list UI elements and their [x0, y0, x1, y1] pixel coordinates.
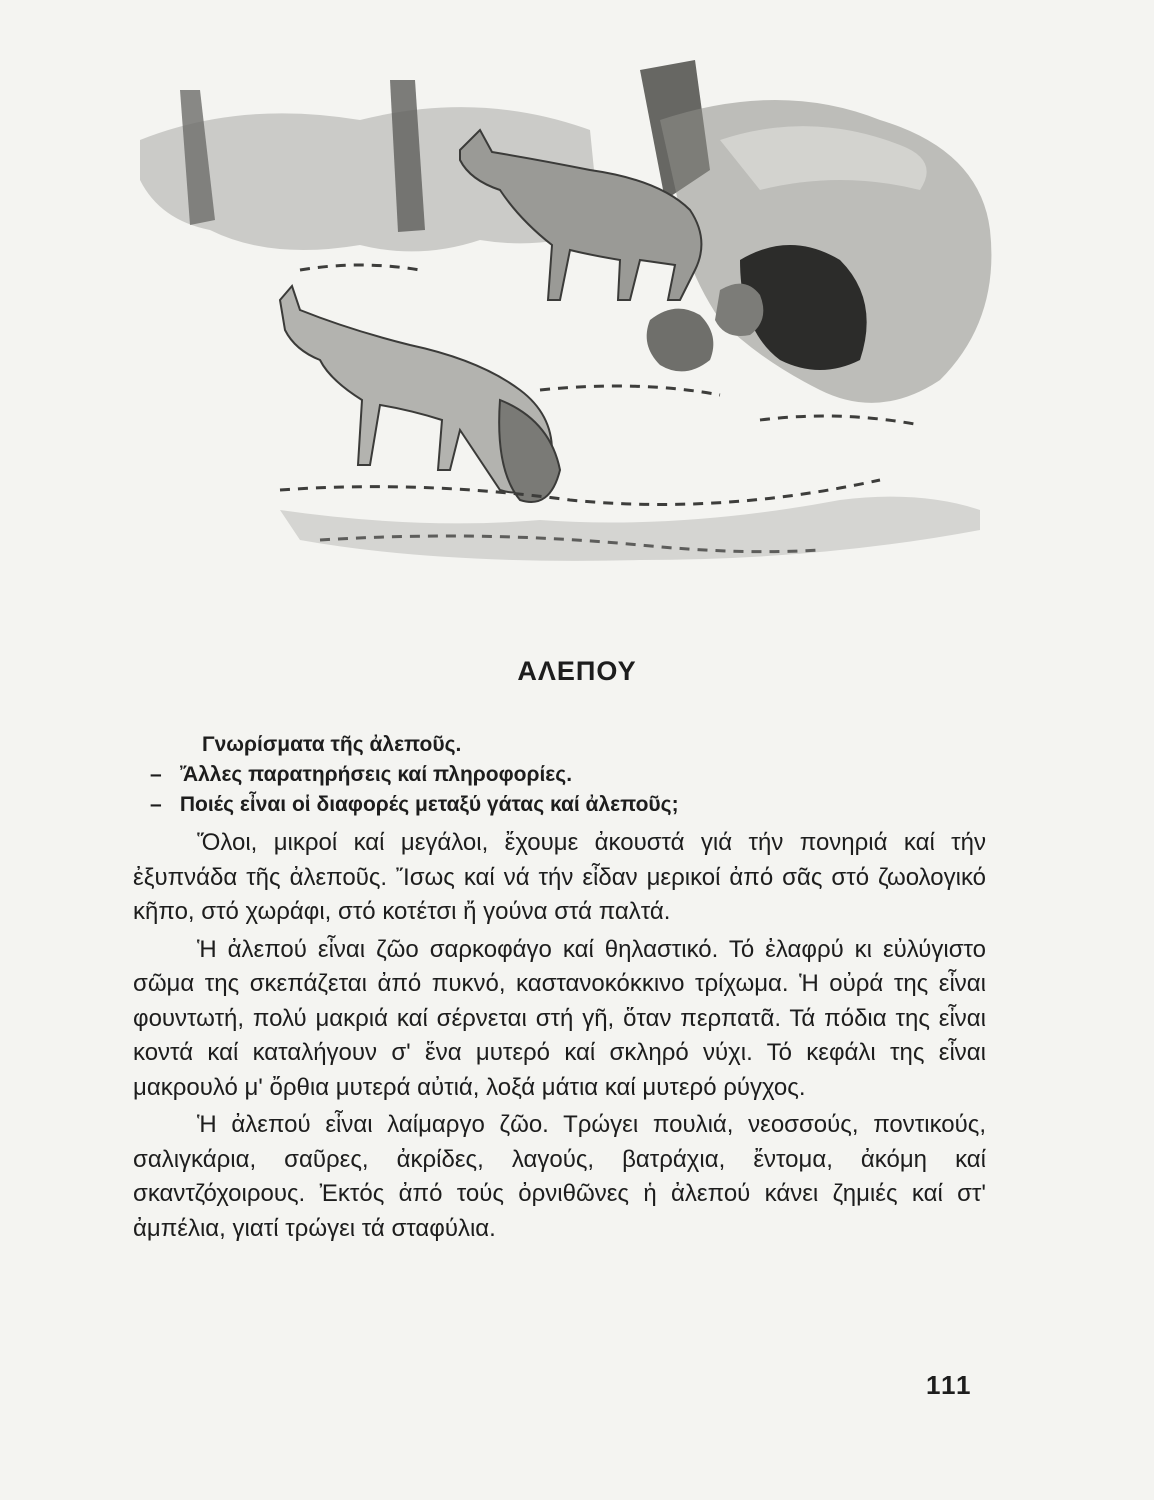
- page-title: ΑΛΕΠΟΥ: [517, 656, 637, 686]
- paragraph: Ἡ ἀλεπού εἶναι ζῶο σαρκοφάγο καί θηλαστικό. Τό ἐλαφρύ κι εὐλύγιστο σῶμα της σκεπάζεται ἀπό πυκνό, καστανοκόκκινο τρίχωμα. Ἡ οὐρά της εἶναι φουντωτή, πολύ μακριά καί σέρνεται στή γῆ, ὅταν περπατᾶ. Τά πόδια της εἶναι κοντά καί καταλήγουν σ' ἕνα μυτερό καί σκληρό νύχι. Τό κεφάλι της εἶναι μακρουλό μ' ὄρθια μυτερά αὐτιά, λοξά μάτια καί μυτερό ρύγχος.: [133, 935, 986, 1101]
- fox-cub: [647, 309, 714, 372]
- study-questions: [150, 730, 990, 820]
- page-number: 111: [926, 1370, 973, 1400]
- list-item: [150, 730, 990, 760]
- paragraph: Ὅλοι, μικροί καί μεγάλοι, ἔχουμε ἀκουστά γιά τήν πονηριά καί τήν ἐξυπνάδα τῆς ἀλεποῦς. Ἴσως καί νά τήν εἶδαν μερικοί ἀπό σᾶς στό ζωολογικό κῆπο, στό χωράφι, στό κοτέτσι ἤ γούνα στά παλτά.: [133, 829, 986, 925]
- article-body: [133, 826, 986, 1249]
- paragraph: Ἡ ἀλεπού εἶναι λαίμαργο ζῶο. Τρώγει πουλιά, νεοσσούς, ποντικούς, σαλιγκάρια, σαῦρες, ἀκρίδες, λαγούς, βατράχια, ἔντομα, ἀκόμη καί σκαντζόχοιρους. Ἐκτός ἀπό τούς ὀρνιθῶνες ἡ ἀλεπού κάνει ζημιές καί στ' ἀμπέλια, γιατί τρώγει τά σταφύλια.: [133, 1111, 986, 1242]
- list-item: [150, 790, 990, 820]
- question-text: Ἄλλες παρατηρήσεις καί πληροφορίες.: [179, 763, 573, 786]
- list-item: [150, 760, 990, 790]
- fox-illustration: [120, 60, 1000, 600]
- question-dash: –: [150, 793, 162, 816]
- question-dash: –: [150, 763, 162, 786]
- fox-cub: [715, 284, 763, 336]
- question-text: Ποιές εἶναι οἱ διαφορές μεταξύ γάτας καί ἀλεποῦς;: [179, 793, 679, 816]
- question-text: Γνωρίσματα τῆς ἀλεποῦς.: [202, 733, 462, 756]
- ground-shadow: [280, 497, 980, 561]
